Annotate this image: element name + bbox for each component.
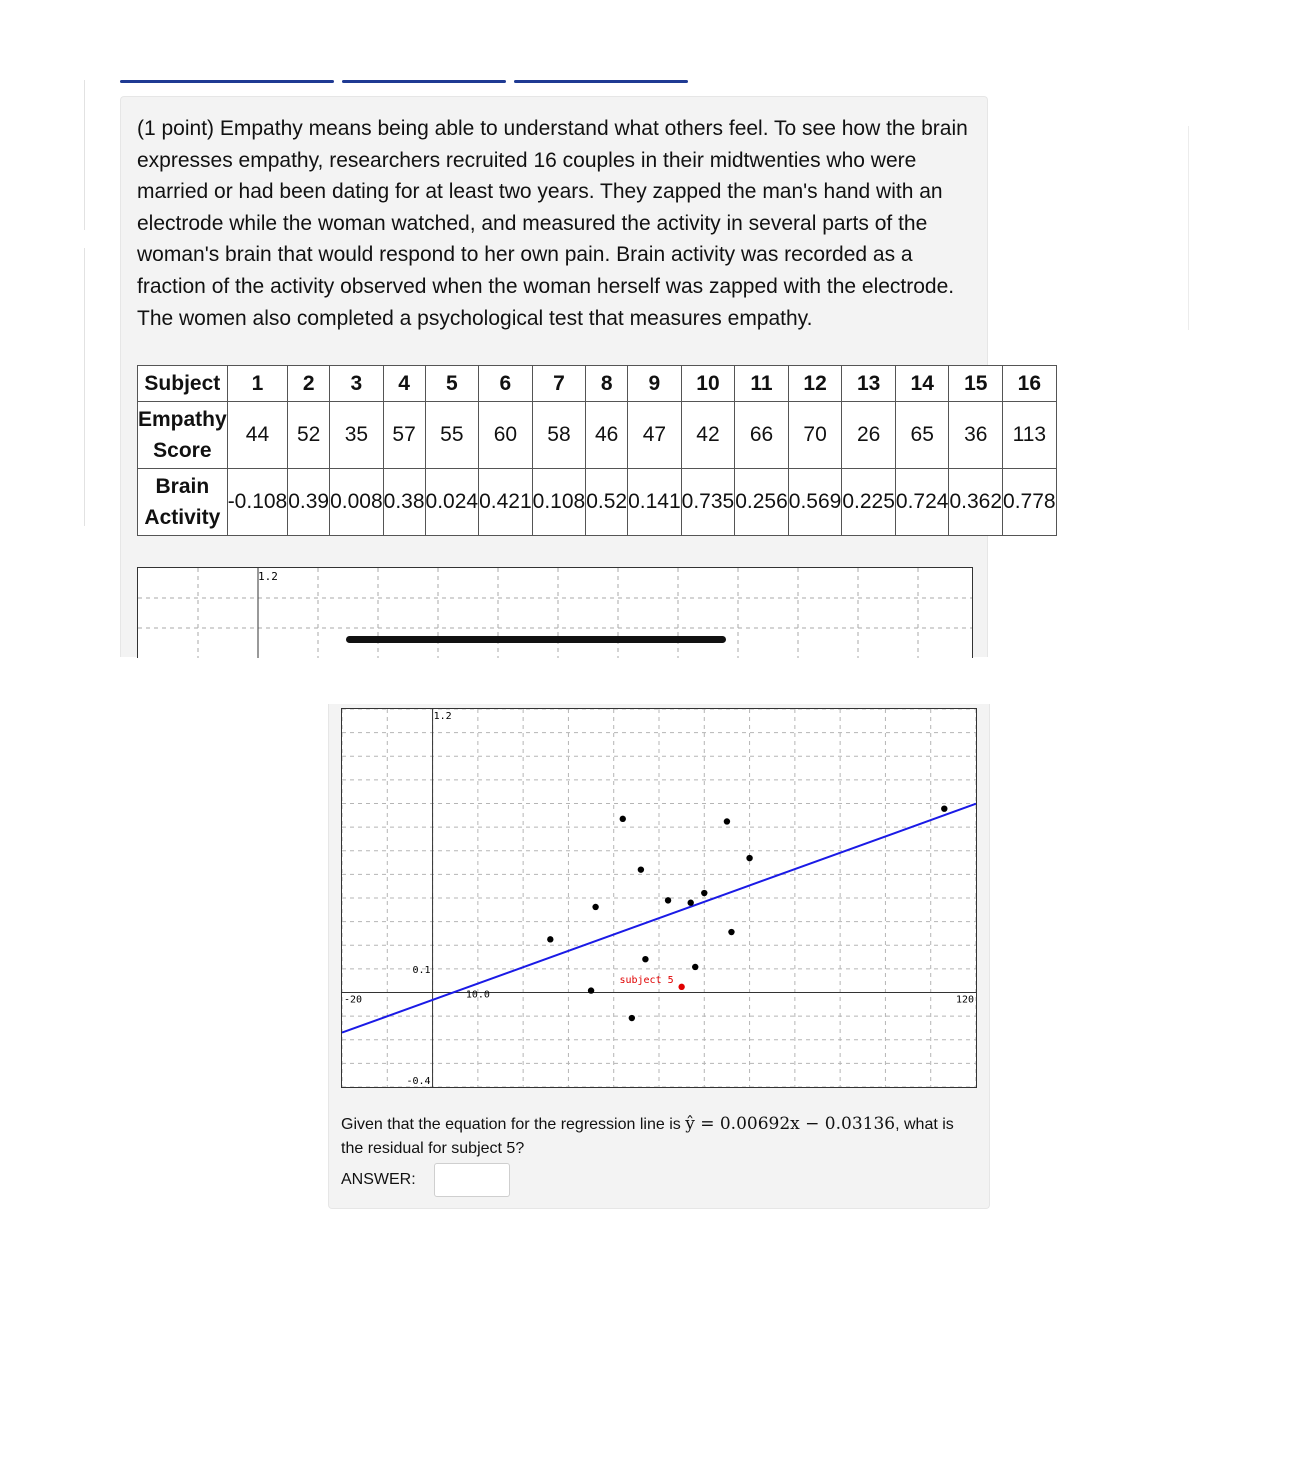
empathy-cell: 42 xyxy=(681,402,735,469)
x-min-label: -20 xyxy=(344,994,363,1006)
subject-cell: 12 xyxy=(788,366,842,402)
activity-cell: 0.008 xyxy=(330,469,384,536)
data-point xyxy=(688,900,694,906)
tab-indicator-2[interactable] xyxy=(342,80,506,83)
activity-row xyxy=(138,469,1057,536)
activity-cell: 0.225 xyxy=(842,469,896,536)
activity-cell: 0.52 xyxy=(586,469,628,536)
data-point xyxy=(547,936,553,942)
subject-cell: 1 xyxy=(227,366,288,402)
regression-equation: ŷ = 0.00692x − 0.03136 xyxy=(685,1114,896,1134)
empathy-cell: 35 xyxy=(330,402,384,469)
empathy-cell: 47 xyxy=(628,402,682,469)
thumbnail-y-label: 1.2 xyxy=(258,570,278,583)
tab-indicator-1[interactable] xyxy=(120,80,334,83)
answer-row xyxy=(341,1162,510,1198)
empathy-cell: 57 xyxy=(383,402,425,469)
horizontal-scrollbar[interactable] xyxy=(346,636,726,643)
empathy-cell: 36 xyxy=(949,402,1003,469)
problem-text: (1 point) Empathy means being able to understand what others feel. To see how the brain expresses empathy, researchers recruited 16 couples in their midtwenties who were married or had been dating for at least two years. They zapped the man's hand with an electrode while the woman watched, and measured the activity in several parts of the woman's brain that would respond to her own pain. Brain activity was recorded as a fraction of the activity observed when the woman herself was zapped with the electrode. The women also completed a psychological test that measures empathy. xyxy=(137,117,968,330)
activity-cell: 0.38 xyxy=(383,469,425,536)
data-table xyxy=(137,365,1057,536)
activity-cell: 0.024 xyxy=(425,469,479,536)
subject-cell: 7 xyxy=(532,366,586,402)
row-header-subject: Subject xyxy=(138,366,228,402)
data-points xyxy=(547,805,947,1021)
activity-cell: 0.735 xyxy=(681,469,735,536)
data-point xyxy=(588,987,594,993)
data-point xyxy=(701,890,707,896)
scatter-plot[interactable] xyxy=(341,708,977,1088)
activity-cell: 0.256 xyxy=(735,469,789,536)
plot-grid xyxy=(342,709,976,1087)
data-point xyxy=(620,816,626,822)
row-header-empathy: Empathy Score xyxy=(138,402,228,469)
activity-cell: 0.569 xyxy=(788,469,842,536)
empathy-cell: 52 xyxy=(288,402,330,469)
data-point xyxy=(728,929,734,935)
subject-cell: 15 xyxy=(949,366,1003,402)
data-point xyxy=(724,818,730,824)
right-divider xyxy=(1188,126,1189,330)
empathy-cell: 70 xyxy=(788,402,842,469)
empathy-cell: 44 xyxy=(227,402,288,469)
data-point xyxy=(638,866,644,872)
subject-cell: 13 xyxy=(842,366,896,402)
subject-cell: 4 xyxy=(383,366,425,402)
residual-question xyxy=(341,1112,977,1161)
activity-cell: 0.362 xyxy=(949,469,1003,536)
empathy-cell: 66 xyxy=(735,402,789,469)
left-divider xyxy=(84,80,85,230)
data-point xyxy=(941,805,947,811)
subject-cell: 8 xyxy=(586,366,628,402)
subject-cell: 16 xyxy=(1003,366,1057,402)
y-tick-label: 0.1 xyxy=(412,964,431,976)
subject-cell: 5 xyxy=(425,366,479,402)
data-point-subject-5 xyxy=(678,984,684,990)
activity-cell: 0.141 xyxy=(628,469,682,536)
subject-row xyxy=(138,366,1057,402)
problem-panel xyxy=(120,96,1056,657)
data-point xyxy=(692,964,698,970)
empathy-row xyxy=(138,402,1057,469)
activity-cell: 0.778 xyxy=(1003,469,1057,536)
subject-cell: 9 xyxy=(628,366,682,402)
data-point xyxy=(642,956,648,962)
empathy-cell: 113 xyxy=(1003,402,1057,469)
graph-thumbnail[interactable] xyxy=(137,567,973,658)
empathy-cell: 55 xyxy=(425,402,479,469)
data-point xyxy=(665,897,671,903)
activity-cell: 0.724 xyxy=(895,469,949,536)
tab-indicator-3[interactable] xyxy=(514,80,688,83)
empathy-cell: 46 xyxy=(586,402,628,469)
activity-cell: -0.108 xyxy=(227,469,288,536)
empathy-cell: 58 xyxy=(532,402,586,469)
subject-cell: 2 xyxy=(288,366,330,402)
subject-cell: 11 xyxy=(735,366,789,402)
left-divider-lower xyxy=(84,248,85,526)
subject-cell: 10 xyxy=(681,366,735,402)
data-point xyxy=(746,855,752,861)
activity-cell: 0.421 xyxy=(479,469,533,536)
activity-cell: 0.108 xyxy=(532,469,586,536)
y-max-label: 1.2 xyxy=(433,711,452,722)
data-point xyxy=(629,1015,635,1021)
answer-label: ANSWER: xyxy=(341,1171,416,1188)
empathy-cell: 60 xyxy=(479,402,533,469)
answer-input[interactable] xyxy=(434,1163,510,1197)
y-min-label: -0.4 xyxy=(406,1076,431,1087)
question-text-after: , what is the residual for subject 5? xyxy=(341,1116,954,1157)
x-tick-label: 10.0 xyxy=(465,989,490,1001)
row-header-activity: Brain Activity xyxy=(138,469,228,536)
data-point xyxy=(592,904,598,910)
subject-cell: 6 xyxy=(479,366,533,402)
question-text-before: Given that the equation for the regression line is xyxy=(341,1116,686,1133)
subject-cell: 14 xyxy=(895,366,949,402)
subject-5-label: subject 5 xyxy=(619,974,674,986)
empathy-cell: 65 xyxy=(895,402,949,469)
activity-cell: 0.39 xyxy=(288,469,330,536)
graph-panel xyxy=(328,704,990,1209)
scatter-plot-svg xyxy=(342,709,976,1087)
thumbnail-svg xyxy=(138,568,972,658)
x-max-label: 120 xyxy=(955,994,974,1006)
empathy-cell: 26 xyxy=(842,402,896,469)
subject-cell: 3 xyxy=(330,366,384,402)
